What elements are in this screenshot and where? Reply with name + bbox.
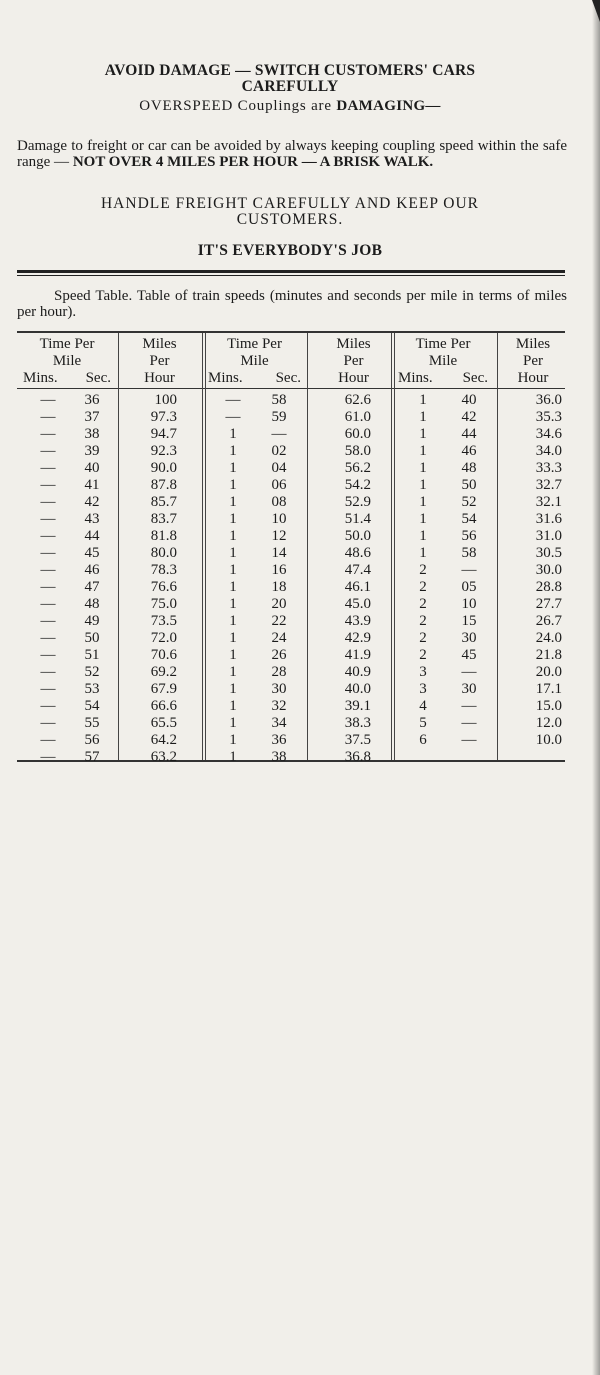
cell-mins: — (40, 409, 56, 425)
cell-mph: 85.7 (150, 494, 177, 510)
table-row (17, 647, 565, 664)
header-mins: Mins. (23, 370, 58, 386)
table-row (17, 562, 565, 579)
cell-mph: 54.2 (344, 477, 371, 493)
cell-sec: 43 (84, 511, 100, 527)
cell-sec: 10 (461, 596, 477, 612)
cell-mph: 38.3 (344, 715, 371, 731)
cell-mph: 67.9 (150, 681, 177, 697)
header-mins: Mins. (398, 370, 433, 386)
cell-mph: 30.5 (535, 545, 562, 561)
cell-mins: 2 (419, 613, 427, 629)
cell-sec: 41 (84, 477, 100, 493)
cell-mins: 2 (419, 647, 427, 663)
cell-mins: 1 (229, 477, 237, 493)
cell-mins: 1 (419, 511, 427, 527)
table-row (17, 596, 565, 613)
cell-mins: 1 (229, 562, 237, 578)
cell-mins: 1 (229, 579, 237, 595)
header-miles-line3: Hour (517, 370, 549, 386)
cell-mph: 90.0 (150, 460, 177, 476)
cell-mins: 3 (419, 664, 427, 680)
cell-mph: 36.8 (344, 749, 371, 765)
cell-mph: 52.9 (344, 494, 371, 510)
table-row (17, 732, 565, 749)
cell-mins: 1 (229, 443, 237, 459)
cell-mins: — (40, 426, 56, 442)
cell-mph: 46.1 (344, 579, 371, 595)
header-time-line1: Time Per (39, 336, 95, 352)
damage-paragraph-bold: NOT OVER 4 MILES PER HOUR — A BRISK WALK. (72, 154, 434, 170)
cell-sec: 45 (461, 647, 477, 663)
cell-mins: 1 (229, 596, 237, 612)
header-time-line1: Time Per (227, 336, 282, 352)
table-row (17, 681, 565, 698)
cell-sec: 37 (84, 409, 100, 425)
cell-mph: 24.0 (535, 630, 562, 646)
cell-sec: 49 (84, 613, 100, 629)
table-row (17, 392, 565, 409)
header-miles-line3: Hour (338, 370, 369, 386)
cell-mins: — (40, 392, 56, 408)
cell-sec: 26 (271, 647, 287, 663)
heading-overspeed-normal: OVERSPEED Couplings are (139, 98, 337, 114)
speed-table (17, 331, 565, 765)
cell-mph: 51.4 (344, 511, 371, 527)
cell-mph: 12.0 (535, 715, 562, 731)
heading-handle-freight (40, 196, 540, 228)
cell-sec: 52 (461, 494, 477, 510)
cell-mph: 58.0 (344, 443, 371, 459)
cell-sec: 45 (84, 545, 100, 561)
cell-sec: 04 (271, 460, 287, 476)
cell-mins: 1 (419, 443, 427, 459)
cell-mph: 45.0 (344, 596, 371, 612)
cell-sec: 22 (271, 613, 287, 629)
cell-sec: 05 (461, 579, 477, 595)
cell-sec: 59 (271, 409, 287, 425)
table-row (17, 579, 565, 596)
cell-sec: 51 (84, 647, 100, 663)
cell-sec: 24 (271, 630, 287, 646)
cell-mins: — (40, 477, 56, 493)
header-time-sub (23, 370, 111, 387)
header-miles-line1: Miles (515, 336, 551, 352)
cell-mins: 1 (419, 477, 427, 493)
cell-mins: 1 (229, 460, 237, 476)
cell-mins: 1 (229, 664, 237, 680)
cell-mph: 94.7 (150, 426, 177, 442)
cell-sec: 53 (84, 681, 100, 697)
cell-mph: 73.5 (150, 613, 177, 629)
cell-sec: 06 (271, 477, 287, 493)
cell-mins: — (40, 698, 56, 714)
cell-sec: 20 (271, 596, 287, 612)
cell-mins: 1 (229, 528, 237, 544)
cell-mph: 34.6 (535, 426, 562, 442)
cell-sec: 52 (84, 664, 100, 680)
header-sec: Sec. (462, 370, 488, 386)
header-time-sub (208, 370, 301, 387)
cell-mins: 2 (419, 596, 427, 612)
header-mins: Mins. (208, 370, 243, 386)
header-time-per-mile (398, 336, 488, 387)
cell-mph: 100 (154, 392, 177, 408)
cell-mins: — (40, 494, 56, 510)
cell-mph: 63.2 (150, 749, 177, 765)
damage-paragraph-normal: Damage to freight or car can be avoided by always keeping coupling speed within the safe range — (17, 138, 567, 170)
damage-paragraph (17, 138, 567, 170)
cell-mins: 1 (419, 528, 427, 544)
table-row (17, 698, 565, 715)
header-sec: Sec. (85, 370, 111, 386)
cell-sec: 48 (84, 596, 100, 612)
cell-mph: 80.0 (150, 545, 177, 561)
cell-mph: 43.9 (344, 613, 371, 629)
cell-mins: 1 (229, 511, 237, 527)
cell-sec: 28 (271, 664, 287, 680)
cell-mins: 1 (229, 647, 237, 663)
header-time-line2: Mile (240, 353, 269, 369)
cell-sec: 54 (84, 698, 100, 714)
cell-sec: 39 (84, 443, 100, 459)
cell-mph: 70.6 (150, 647, 177, 663)
cell-mins: 1 (229, 545, 237, 561)
cell-mins: 1 (419, 545, 427, 561)
table-row (17, 715, 565, 732)
cell-mph: 48.6 (344, 545, 371, 561)
cell-sec: 57 (84, 749, 100, 765)
cell-sec: 44 (84, 528, 100, 544)
table-row (17, 494, 565, 511)
cell-mph: 69.2 (150, 664, 177, 680)
cell-mins: 1 (419, 392, 427, 408)
header-miles-per-hour (311, 336, 396, 387)
page-edge-shadow (592, 0, 600, 1375)
cell-mph: 41.9 (344, 647, 371, 663)
cell-sec: 08 (271, 494, 287, 510)
table-row (17, 511, 565, 528)
table-row (17, 460, 565, 477)
cell-mph: 97.3 (150, 409, 177, 425)
cell-mins: 1 (419, 409, 427, 425)
cell-sec: 30 (461, 681, 477, 697)
cell-mins: 1 (229, 494, 237, 510)
cell-mph: 76.6 (150, 579, 177, 595)
header-miles-line1: Miles (336, 336, 371, 352)
cell-mph: 66.6 (150, 698, 177, 714)
cell-mph: 31.6 (535, 511, 562, 527)
cell-mph: 27.7 (535, 596, 562, 612)
cell-mph: 32.1 (535, 494, 562, 510)
cell-mins: 1 (419, 494, 427, 510)
cell-sec: 55 (84, 715, 100, 731)
cell-mins: 1 (419, 426, 427, 442)
cell-sec: 48 (461, 460, 477, 476)
cell-mins: — (40, 511, 56, 527)
cell-sec: — (461, 698, 477, 714)
heading-avoid-damage (40, 63, 540, 95)
cell-mins: — (40, 562, 56, 578)
cell-mins: 2 (419, 579, 427, 595)
cell-mph: 40.9 (344, 664, 371, 680)
header-time-per-mile (208, 336, 301, 387)
cell-sec: 15 (461, 613, 477, 629)
cell-sec: — (271, 426, 287, 442)
cell-mph: 92.3 (150, 443, 177, 459)
cell-sec: 34 (271, 715, 287, 731)
cell-mph: 30.0 (535, 562, 562, 578)
cell-mins: 3 (419, 681, 427, 697)
cell-sec: 40 (461, 392, 477, 408)
cell-sec: 46 (461, 443, 477, 459)
table-caption: Speed Table. Table of train speeds (minutes and seconds per mile in terms of miles per hour). (17, 288, 567, 320)
cell-mph: 35.3 (535, 409, 562, 425)
cell-sec: 18 (271, 579, 287, 595)
table-row (17, 545, 565, 562)
cell-sec: 36 (271, 732, 287, 748)
cell-sec: 10 (271, 511, 287, 527)
header-miles-line2: Per (343, 353, 364, 369)
cell-mph: 64.2 (150, 732, 177, 748)
table-row (17, 409, 565, 426)
cell-mins: — (225, 392, 241, 408)
cell-mins: 1 (229, 732, 237, 748)
header-time-line2: Mile (428, 353, 458, 369)
cell-mins: — (225, 409, 241, 425)
header-miles-per-hour (498, 336, 568, 387)
header-miles-line2: Per (149, 353, 170, 369)
section-divider (17, 270, 565, 276)
cell-sec: 36 (84, 392, 100, 408)
cell-sec: 32 (271, 698, 287, 714)
cell-mins: — (40, 715, 56, 731)
cell-sec: 50 (461, 477, 477, 493)
header-time-sub (398, 370, 488, 387)
cell-sec: 02 (271, 443, 287, 459)
cell-mph: 33.3 (535, 460, 562, 476)
header-time-line2: Mile (52, 353, 82, 369)
cell-mph: 20.0 (535, 664, 562, 680)
cell-mins: — (40, 681, 56, 697)
cell-sec: 58 (271, 392, 287, 408)
cell-mins: — (40, 749, 56, 765)
cell-mins: 1 (229, 613, 237, 629)
cell-sec: 44 (461, 426, 477, 442)
cell-sec: 12 (271, 528, 287, 544)
cell-sec: 40 (84, 460, 100, 476)
cell-mph: 34.0 (535, 443, 562, 459)
table-row (17, 528, 565, 545)
cell-sec: 54 (461, 511, 477, 527)
cell-mins: — (40, 664, 56, 680)
cell-mph: 56.2 (344, 460, 371, 476)
cell-mins: — (40, 528, 56, 544)
table-group-rows (17, 392, 565, 749)
cell-mph: 10.0 (535, 732, 562, 748)
cell-mph: 40.0 (344, 681, 371, 697)
cell-sec: 14 (271, 545, 287, 561)
cell-sec: — (461, 715, 477, 731)
cell-mph: 72.0 (150, 630, 177, 646)
cell-mph: 87.8 (150, 477, 177, 493)
cell-mph: 37.5 (344, 732, 371, 748)
cell-sec: 42 (84, 494, 100, 510)
heading-handle-freight-line1: HANDLE FREIGHT CAREFULLY AND KEEP OUR (100, 195, 480, 212)
cell-sec: 16 (271, 562, 287, 578)
cell-mph: 15.0 (535, 698, 562, 714)
cell-sec: 47 (84, 579, 100, 595)
page-corner (592, 0, 600, 22)
table-row (17, 749, 565, 766)
header-miles-line3: Hour (144, 370, 175, 386)
cell-mph: 39.1 (344, 698, 371, 714)
cell-sec: 30 (271, 681, 287, 697)
cell-mph: 50.0 (344, 528, 371, 544)
cell-sec: — (461, 562, 477, 578)
heading-avoid-damage-line1: AVOID DAMAGE — SWITCH CUSTOMERS' CARS (104, 62, 476, 79)
cell-mins: 1 (229, 681, 237, 697)
cell-mins: — (40, 579, 56, 595)
cell-mph: 61.0 (344, 409, 371, 425)
table-row (17, 477, 565, 494)
cell-sec: — (461, 732, 477, 748)
cell-mins: — (40, 545, 56, 561)
cell-mins: — (40, 596, 56, 612)
cell-mins: 1 (229, 426, 237, 442)
cell-mph: 17.1 (535, 681, 562, 697)
cell-sec: 38 (271, 749, 287, 765)
cell-mins: 4 (419, 698, 427, 714)
cell-mins: — (40, 630, 56, 646)
cell-mins: 1 (229, 715, 237, 731)
cell-mph: 83.7 (150, 511, 177, 527)
heading-overspeed-bold: DAMAGING— (336, 98, 441, 114)
cell-mph: 36.0 (535, 392, 562, 408)
header-time-line1: Time Per (415, 336, 471, 352)
cell-mph: 47.4 (344, 562, 371, 578)
cell-sec: 46 (84, 562, 100, 578)
header-rule (17, 388, 565, 389)
cell-mins: 1 (229, 630, 237, 646)
cell-mph: 28.8 (535, 579, 562, 595)
header-miles-line1: Miles (142, 336, 177, 352)
heading-everybodys-job: IT'S EVERYBODY'S JOB (197, 242, 383, 259)
heading-handle-freight-line2: CUSTOMERS. (236, 211, 344, 228)
cell-mph: 32.7 (535, 477, 562, 493)
header-sec: Sec. (275, 370, 301, 386)
cell-sec: 30 (461, 630, 477, 646)
header-miles-line2: Per (523, 353, 543, 369)
table-row (17, 630, 565, 647)
table-row (17, 613, 565, 630)
cell-mins: 1 (229, 749, 237, 765)
cell-sec: — (461, 664, 477, 680)
cell-mins: 6 (419, 732, 427, 748)
cell-mph: 31.0 (535, 528, 562, 544)
cell-sec: 50 (84, 630, 100, 646)
cell-mph: 60.0 (344, 426, 371, 442)
cell-mins: 1 (419, 460, 427, 476)
cell-mins: — (40, 613, 56, 629)
table-row (17, 664, 565, 681)
cell-mph: 26.7 (535, 613, 562, 629)
cell-mins: — (40, 460, 56, 476)
cell-mins: — (40, 732, 56, 748)
cell-mph: 75.0 (150, 596, 177, 612)
header-miles-per-hour (117, 336, 202, 387)
cell-mins: 2 (419, 630, 427, 646)
cell-sec: 56 (84, 732, 100, 748)
cell-mins: 2 (419, 562, 427, 578)
header-time-per-mile (23, 336, 111, 387)
cell-sec: 56 (461, 528, 477, 544)
cell-mph: 81.8 (150, 528, 177, 544)
cell-mph: 78.3 (150, 562, 177, 578)
cell-mins: 1 (229, 698, 237, 714)
cell-sec: 58 (461, 545, 477, 561)
table-row (17, 426, 565, 443)
cell-mph: 42.9 (344, 630, 371, 646)
cell-mins: — (40, 647, 56, 663)
cell-sec: 42 (461, 409, 477, 425)
cell-sec: 38 (84, 426, 100, 442)
table-row (17, 443, 565, 460)
cell-mins: — (40, 443, 56, 459)
cell-mph: 21.8 (535, 647, 562, 663)
heading-avoid-damage-line2: CAREFULLY (241, 78, 339, 95)
cell-mins: 5 (419, 715, 427, 731)
heading-overspeed (40, 98, 540, 115)
cell-mph: 62.6 (344, 392, 371, 408)
cell-mph: 65.5 (150, 715, 177, 731)
